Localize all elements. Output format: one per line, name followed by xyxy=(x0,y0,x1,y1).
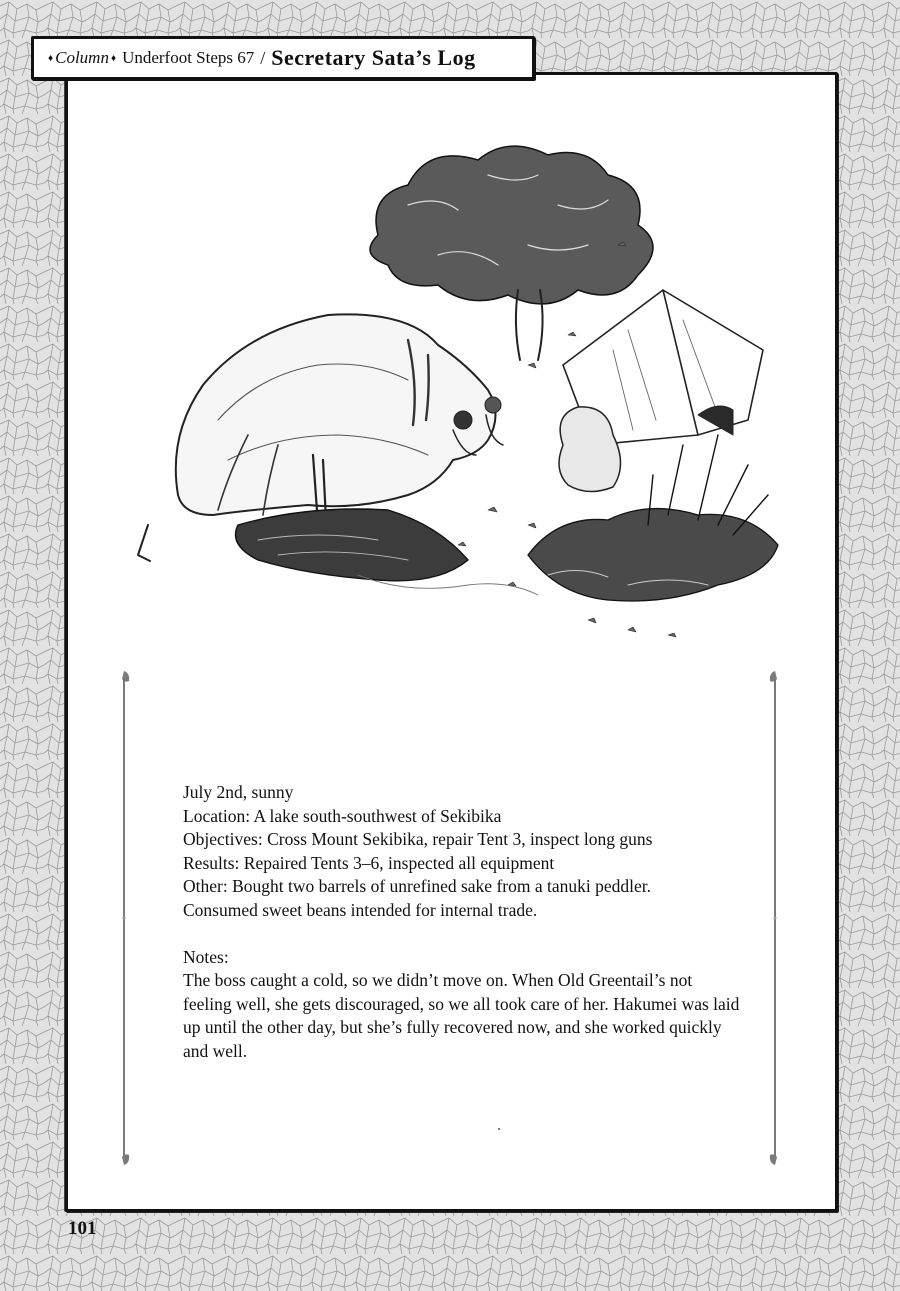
log-entry xyxy=(183,781,743,1063)
camp-illustration xyxy=(108,115,798,655)
right-bracket-ornament xyxy=(767,668,783,1168)
decorative-dot xyxy=(498,1128,500,1130)
log-other-line-2: Consumed sweet beans intended for internal trade. xyxy=(183,899,538,920)
page-number: 101 xyxy=(68,1218,97,1239)
log-other-line-1: Other: Bought two barrels of unrefined sake from a tanuki peddler. xyxy=(183,876,651,896)
log-date: July 2nd, sunny xyxy=(183,782,294,802)
log-location: Location: A lake south-southwest of Sekibika xyxy=(183,805,502,826)
log-objectives: Objectives: Cross Mount Sekibika, repair Tent 3, inspect long guns xyxy=(183,829,653,849)
page-title: Secretary Sata’s Log xyxy=(271,45,476,70)
diamond-ornament-icon: ♦ xyxy=(110,52,117,64)
notes-body: The boss caught a cold, so we didn’t move on. When Old Greentail’s not feeling well, she gets discouraged, so we all took care of her. Hakumei was laid up until the other day, but she’s fully recovered now, and she worked quickly and well. xyxy=(183,970,740,1061)
column-label: Column xyxy=(55,48,109,67)
page-frame xyxy=(65,72,838,1212)
section-label: Underfoot Steps 67 xyxy=(122,48,255,67)
log-results: Results: Repaired Tents 3–6, inspected all equipment xyxy=(183,852,555,873)
notes-label: Notes: xyxy=(183,946,229,967)
left-bracket-ornament xyxy=(116,668,132,1168)
diamond-ornament-icon: ♦ xyxy=(48,52,54,64)
column-header xyxy=(31,36,535,80)
title-separator: / xyxy=(260,47,266,68)
